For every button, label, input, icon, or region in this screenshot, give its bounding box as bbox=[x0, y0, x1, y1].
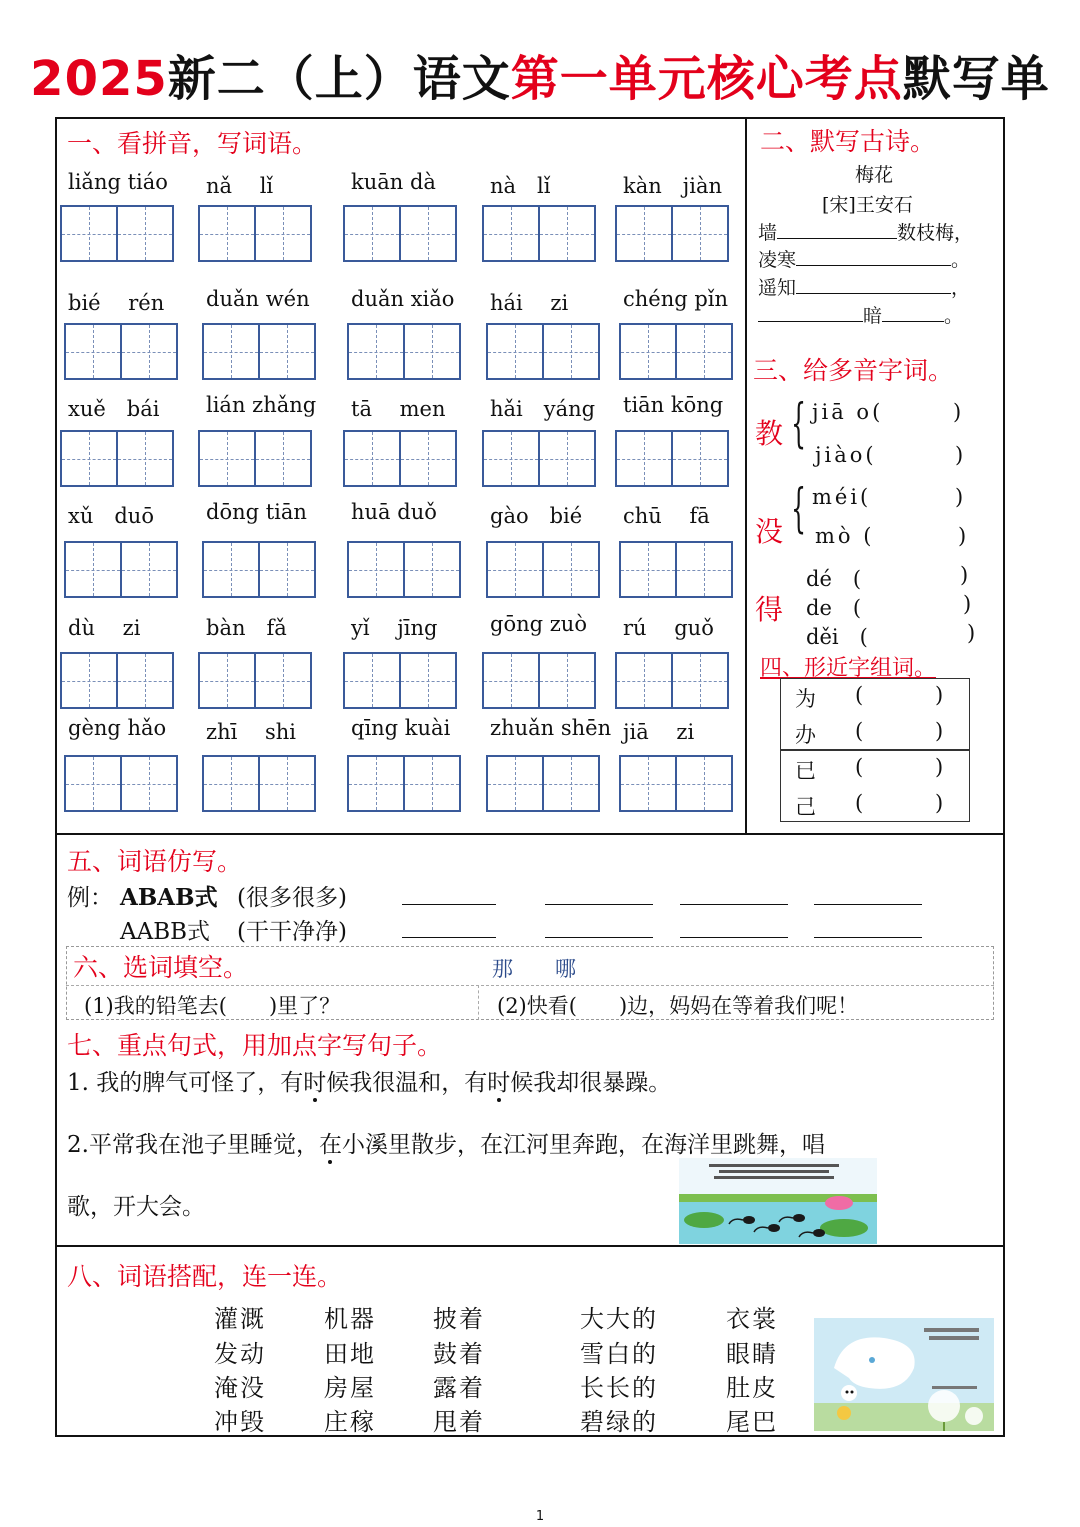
tian-grid-cell[interactable] bbox=[120, 325, 176, 378]
tian-grid-cell[interactable] bbox=[484, 207, 538, 260]
poem-blank[interactable] bbox=[796, 247, 951, 266]
tadpole-illustration bbox=[679, 1158, 877, 1244]
section-6-title: 六、选词填空。 bbox=[73, 953, 249, 982]
fill-word-col-divider bbox=[478, 985, 479, 1020]
dotted-word: 有时候 bbox=[280, 1070, 350, 1096]
match-word[interactable]: 衣裳 bbox=[726, 1305, 778, 1333]
poem-blank[interactable] bbox=[758, 303, 863, 322]
example-word-1: (很多很多) bbox=[237, 885, 347, 911]
page-title: 2025新二（上）语文第一单元核心考点默写单 bbox=[30, 51, 1050, 107]
word-options: 那 哪 bbox=[492, 957, 576, 981]
pinyin-label: rú guǒ bbox=[623, 616, 714, 640]
pinyin-label: gào bié bbox=[490, 504, 583, 528]
polyphone-char-mei: 没 bbox=[755, 515, 784, 548]
tian-grid-cell[interactable] bbox=[120, 757, 176, 810]
tian-grid-cell[interactable] bbox=[488, 543, 542, 596]
writing-box[interactable] bbox=[60, 205, 174, 262]
sentence-1: 1. 我的脾气可怪了，有时候我很温和，有时候我却很暴躁。 bbox=[67, 1070, 672, 1096]
answer-blank[interactable] bbox=[680, 904, 788, 905]
writing-box[interactable] bbox=[482, 430, 596, 487]
paren-open: ( bbox=[855, 683, 864, 707]
similar-char-4: 己 bbox=[795, 795, 816, 819]
tian-grid-cell[interactable] bbox=[66, 325, 120, 378]
tian-grid-cell[interactable] bbox=[200, 432, 254, 485]
tian-grid-cell[interactable] bbox=[671, 432, 727, 485]
section-5-title: 五、词语仿写。 bbox=[67, 847, 243, 876]
writing-box[interactable] bbox=[615, 652, 729, 709]
match-word[interactable]: 淹没 bbox=[214, 1374, 266, 1402]
pinyin-label: bàn fǎ bbox=[206, 616, 287, 640]
writing-box[interactable] bbox=[198, 205, 312, 262]
section-3-title: 三、给多音字词。 bbox=[753, 356, 954, 385]
brace-icon: { bbox=[791, 479, 806, 539]
reading-close: ) bbox=[955, 485, 964, 509]
writing-box[interactable] bbox=[482, 205, 596, 262]
tian-grid-cell[interactable] bbox=[254, 207, 310, 260]
tian-grid-cell[interactable] bbox=[675, 543, 731, 596]
dotted-word: 有时候 bbox=[464, 1070, 534, 1096]
pinyin-label: zhuǎn shēn bbox=[490, 716, 612, 740]
match-word[interactable]: 尾巴 bbox=[726, 1408, 778, 1436]
pinyin-label: duǎn xiǎo bbox=[351, 287, 455, 311]
writing-box[interactable] bbox=[347, 755, 461, 812]
tian-grid-cell[interactable] bbox=[349, 543, 403, 596]
section-1-title: 一、看拼音，写词语。 bbox=[67, 129, 318, 158]
tian-grid-cell[interactable] bbox=[254, 654, 310, 707]
writing-box[interactable] bbox=[202, 541, 316, 598]
answer-blank[interactable] bbox=[680, 937, 788, 938]
tian-grid-cell[interactable] bbox=[399, 432, 455, 485]
reading-close: ) bbox=[963, 592, 972, 616]
match-word[interactable]: 碧绿的 bbox=[580, 1408, 658, 1436]
answer-blank[interactable] bbox=[814, 937, 922, 938]
example-prefix: 例： bbox=[67, 885, 113, 911]
pinyin-label: hǎi yáng bbox=[490, 397, 596, 421]
match-word[interactable]: 灌溉 bbox=[214, 1305, 266, 1333]
tian-grid-cell[interactable] bbox=[399, 207, 455, 260]
match-word[interactable]: 田地 bbox=[324, 1340, 376, 1368]
tian-grid-cell[interactable] bbox=[345, 432, 399, 485]
pinyin-label: xǔ duō bbox=[68, 504, 154, 528]
tian-grid-cell[interactable] bbox=[62, 654, 116, 707]
pinyin-label: yǐ jīng bbox=[351, 616, 438, 640]
poem-line-3: 遥知 ， bbox=[758, 277, 971, 299]
pinyin-label: duǎn wén bbox=[206, 287, 310, 311]
section-4-title: 四、形近字组词。 bbox=[760, 656, 937, 681]
pinyin-label: nǎ lǐ bbox=[206, 174, 274, 198]
paren-open: ( bbox=[855, 719, 864, 743]
divider-vertical bbox=[745, 117, 747, 835]
tian-grid-cell[interactable] bbox=[399, 654, 455, 707]
tian-grid-cell[interactable] bbox=[621, 757, 675, 810]
reading-de-2: de ( bbox=[806, 596, 862, 620]
pinyin-label: zhī shi bbox=[206, 720, 296, 744]
match-word[interactable]: 鼓着 bbox=[433, 1340, 485, 1368]
tian-grid-cell[interactable] bbox=[349, 757, 403, 810]
tian-grid-cell[interactable] bbox=[675, 325, 731, 378]
writing-box[interactable] bbox=[60, 430, 174, 487]
example-pattern-1: ABAB式 bbox=[120, 884, 218, 911]
tian-grid-cell[interactable] bbox=[62, 207, 116, 260]
dotted-word: 在 bbox=[318, 1132, 342, 1158]
reading-de-3: děi ( bbox=[806, 625, 868, 649]
tian-grid-cell[interactable] bbox=[621, 325, 675, 378]
tian-grid-cell[interactable] bbox=[116, 654, 172, 707]
writing-box[interactable] bbox=[615, 205, 729, 262]
writing-box[interactable] bbox=[64, 323, 178, 380]
match-word[interactable]: 发动 bbox=[214, 1340, 266, 1368]
pinyin-label: nà lǐ bbox=[490, 174, 551, 198]
tian-grid-cell[interactable] bbox=[488, 757, 542, 810]
match-word[interactable]: 冲毁 bbox=[214, 1408, 266, 1436]
example-word-2: (干干净净) bbox=[237, 919, 347, 945]
writing-box[interactable] bbox=[60, 652, 174, 709]
pinyin-label: kàn jiàn bbox=[623, 174, 723, 198]
writing-box[interactable] bbox=[343, 652, 457, 709]
tian-grid-cell[interactable] bbox=[542, 325, 598, 378]
tian-grid-cell[interactable] bbox=[349, 325, 403, 378]
paren-open: ( bbox=[855, 791, 864, 815]
section-2-title: 二、默写古诗。 bbox=[760, 127, 936, 156]
match-word[interactable]: 肚皮 bbox=[726, 1374, 778, 1402]
match-word[interactable]: 长长的 bbox=[580, 1374, 658, 1402]
tian-grid-cell[interactable] bbox=[62, 432, 116, 485]
tian-grid-cell[interactable] bbox=[671, 654, 727, 707]
similar-char-3: 已 bbox=[795, 759, 816, 783]
tian-grid-cell[interactable] bbox=[345, 207, 399, 260]
reading-close: ) bbox=[960, 563, 969, 587]
tian-grid-cell[interactable] bbox=[488, 325, 542, 378]
writing-box[interactable] bbox=[486, 323, 600, 380]
match-word[interactable]: 房屋 bbox=[324, 1374, 376, 1402]
poem-line-2: 凌寒 。 bbox=[758, 249, 971, 271]
paren-close: ) bbox=[935, 755, 944, 779]
writing-box[interactable] bbox=[482, 652, 596, 709]
tian-grid-cell[interactable] bbox=[617, 432, 671, 485]
similar-char-2: 办 bbox=[795, 723, 816, 747]
pinyin-label: qīng kuài bbox=[351, 716, 451, 740]
tian-grid-cell[interactable] bbox=[204, 543, 258, 596]
reading-close: ) bbox=[955, 443, 964, 467]
reading-mei-1: méi( bbox=[812, 485, 872, 509]
pinyin-label: tiān kōng bbox=[623, 393, 724, 417]
tian-grid-cell[interactable] bbox=[66, 543, 120, 596]
poem-title: 梅花 bbox=[855, 164, 894, 186]
reading-de-1: dé ( bbox=[806, 567, 862, 591]
writing-box[interactable] bbox=[64, 541, 178, 598]
pinyin-label: bié rén bbox=[68, 291, 165, 315]
poem-blank[interactable] bbox=[777, 220, 897, 239]
match-word[interactable]: 露着 bbox=[433, 1374, 485, 1402]
sentence-2-line-2: 歌，开大会。 bbox=[67, 1194, 205, 1220]
pinyin-label: gèng hǎo bbox=[68, 716, 167, 740]
tian-grid-cell[interactable] bbox=[66, 757, 120, 810]
pinyin-label: xuě bái bbox=[68, 397, 160, 421]
tian-grid-cell[interactable] bbox=[621, 543, 675, 596]
tian-grid-cell[interactable] bbox=[254, 432, 310, 485]
writing-box[interactable] bbox=[343, 205, 457, 262]
writing-box[interactable] bbox=[486, 541, 600, 598]
poem-author: [宋]王安石 bbox=[822, 194, 913, 216]
polyphone-char-jiao: 教 bbox=[755, 417, 784, 450]
section-8-title: 八、词语搭配，连一连。 bbox=[67, 1262, 343, 1291]
tian-grid-cell[interactable] bbox=[542, 757, 598, 810]
writing-box[interactable] bbox=[347, 541, 461, 598]
pinyin-label: dōng tiān bbox=[206, 500, 307, 524]
tian-grid-cell[interactable] bbox=[538, 432, 594, 485]
reading-jiao-1: jiā o( bbox=[812, 400, 884, 424]
answer-blank[interactable] bbox=[545, 904, 653, 905]
writing-box[interactable] bbox=[619, 755, 733, 812]
tian-grid-cell[interactable] bbox=[120, 543, 176, 596]
tian-grid-cell[interactable] bbox=[116, 432, 172, 485]
paren-close: ) bbox=[935, 719, 944, 743]
writing-box[interactable] bbox=[202, 755, 316, 812]
match-word[interactable]: 大大的 bbox=[580, 1305, 658, 1333]
pinyin-label: gōng zuò bbox=[490, 612, 587, 636]
pinyin-label: chéng pǐn bbox=[623, 287, 729, 311]
tian-grid-cell[interactable] bbox=[484, 432, 538, 485]
writing-box[interactable] bbox=[615, 430, 729, 487]
answer-blank[interactable] bbox=[545, 937, 653, 938]
divider-top-section bbox=[55, 833, 1005, 835]
reading-close: ) bbox=[958, 524, 967, 548]
page-number: 1 bbox=[535, 1509, 545, 1524]
pinyin-label: hái zi bbox=[490, 291, 569, 315]
writing-box[interactable] bbox=[619, 323, 733, 380]
similar-char-1: 为 bbox=[795, 687, 816, 711]
divider-bottom-section bbox=[55, 1245, 1005, 1247]
pinyin-label: huā duǒ bbox=[351, 500, 437, 524]
pinyin-label: dù zi bbox=[68, 616, 141, 640]
writing-box[interactable] bbox=[64, 755, 178, 812]
pinyin-label: lián zhǎng bbox=[206, 393, 317, 417]
paren-close: ) bbox=[935, 683, 944, 707]
tian-grid-cell[interactable] bbox=[538, 654, 594, 707]
sentence-2: 2.平常我在池子里睡觉，在小溪里散步，在江河里奔跑，在海洋里跳舞，唱 bbox=[67, 1132, 825, 1158]
example-pattern-2: AABB式 bbox=[120, 919, 211, 945]
pinyin-label: chū fā bbox=[623, 504, 710, 528]
writing-box[interactable] bbox=[343, 430, 457, 487]
tian-grid-cell[interactable] bbox=[671, 207, 727, 260]
tian-grid-cell[interactable] bbox=[200, 207, 254, 260]
tian-grid-cell[interactable] bbox=[675, 757, 731, 810]
writing-box[interactable] bbox=[486, 755, 600, 812]
writing-box[interactable] bbox=[202, 323, 316, 380]
reading-close: ) bbox=[953, 400, 962, 424]
tian-grid-cell[interactable] bbox=[484, 654, 538, 707]
pinyin-label: tā men bbox=[351, 397, 446, 421]
tian-grid-cell[interactable] bbox=[258, 543, 314, 596]
paren-open: ( bbox=[855, 755, 864, 779]
polyphone-char-de: 得 bbox=[755, 593, 784, 626]
tian-grid-cell[interactable] bbox=[538, 207, 594, 260]
tian-grid-cell[interactable] bbox=[204, 757, 258, 810]
dandelion-illustration bbox=[814, 1318, 994, 1431]
reading-mei-2: mò ( bbox=[815, 524, 875, 548]
tian-grid-cell[interactable] bbox=[403, 543, 459, 596]
tian-grid-cell[interactable] bbox=[200, 654, 254, 707]
section-7-title: 七、重点句式，用加点字写句子。 bbox=[67, 1031, 443, 1060]
writing-box[interactable] bbox=[198, 430, 312, 487]
reading-close: ) bbox=[967, 621, 976, 645]
tian-grid-cell[interactable] bbox=[403, 757, 459, 810]
tian-grid-cell[interactable] bbox=[617, 654, 671, 707]
match-word[interactable]: 披着 bbox=[433, 1305, 485, 1333]
poem-line-4: 暗 。 bbox=[758, 301, 963, 328]
answer-blank[interactable] bbox=[402, 937, 496, 938]
fill-question-2[interactable]: (2)快看( )边，妈妈在等着我们呢！ bbox=[497, 994, 859, 1018]
match-word[interactable]: 雪白的 bbox=[580, 1340, 658, 1368]
brace-icon: { bbox=[791, 394, 806, 454]
tian-grid-cell[interactable] bbox=[204, 325, 258, 378]
writing-box[interactable] bbox=[619, 541, 733, 598]
fill-word-divider bbox=[66, 985, 994, 986]
tian-grid-cell[interactable] bbox=[617, 207, 671, 260]
writing-box[interactable] bbox=[347, 323, 461, 380]
fill-question-1[interactable]: (1)我的铅笔去( )里了？ bbox=[84, 994, 341, 1018]
poem-line-1: 墙 数枝梅， bbox=[758, 222, 974, 244]
tian-grid-cell[interactable] bbox=[258, 757, 314, 810]
paren-close: ) bbox=[935, 791, 944, 815]
match-word[interactable]: 庄稼 bbox=[324, 1408, 376, 1436]
poem-blank[interactable] bbox=[882, 303, 944, 322]
tian-grid-cell[interactable] bbox=[542, 543, 598, 596]
tian-grid-cell[interactable] bbox=[345, 654, 399, 707]
writing-box[interactable] bbox=[198, 652, 312, 709]
tian-grid-cell[interactable] bbox=[403, 325, 459, 378]
pinyin-label: kuān dà bbox=[351, 170, 436, 194]
pinyin-label: jiā zi bbox=[623, 720, 695, 744]
tian-grid-cell[interactable] bbox=[116, 207, 172, 260]
answer-blank[interactable] bbox=[402, 904, 496, 905]
match-word[interactable]: 甩着 bbox=[433, 1408, 485, 1436]
match-word[interactable]: 眼睛 bbox=[726, 1340, 778, 1368]
reading-jiao-2: jiào( bbox=[815, 443, 877, 467]
answer-blank[interactable] bbox=[814, 904, 922, 905]
poem-blank[interactable] bbox=[796, 275, 951, 294]
pinyin-label: liǎng tiáo bbox=[68, 170, 168, 194]
match-word[interactable]: 机器 bbox=[324, 1305, 376, 1333]
tian-grid-cell[interactable] bbox=[258, 325, 314, 378]
